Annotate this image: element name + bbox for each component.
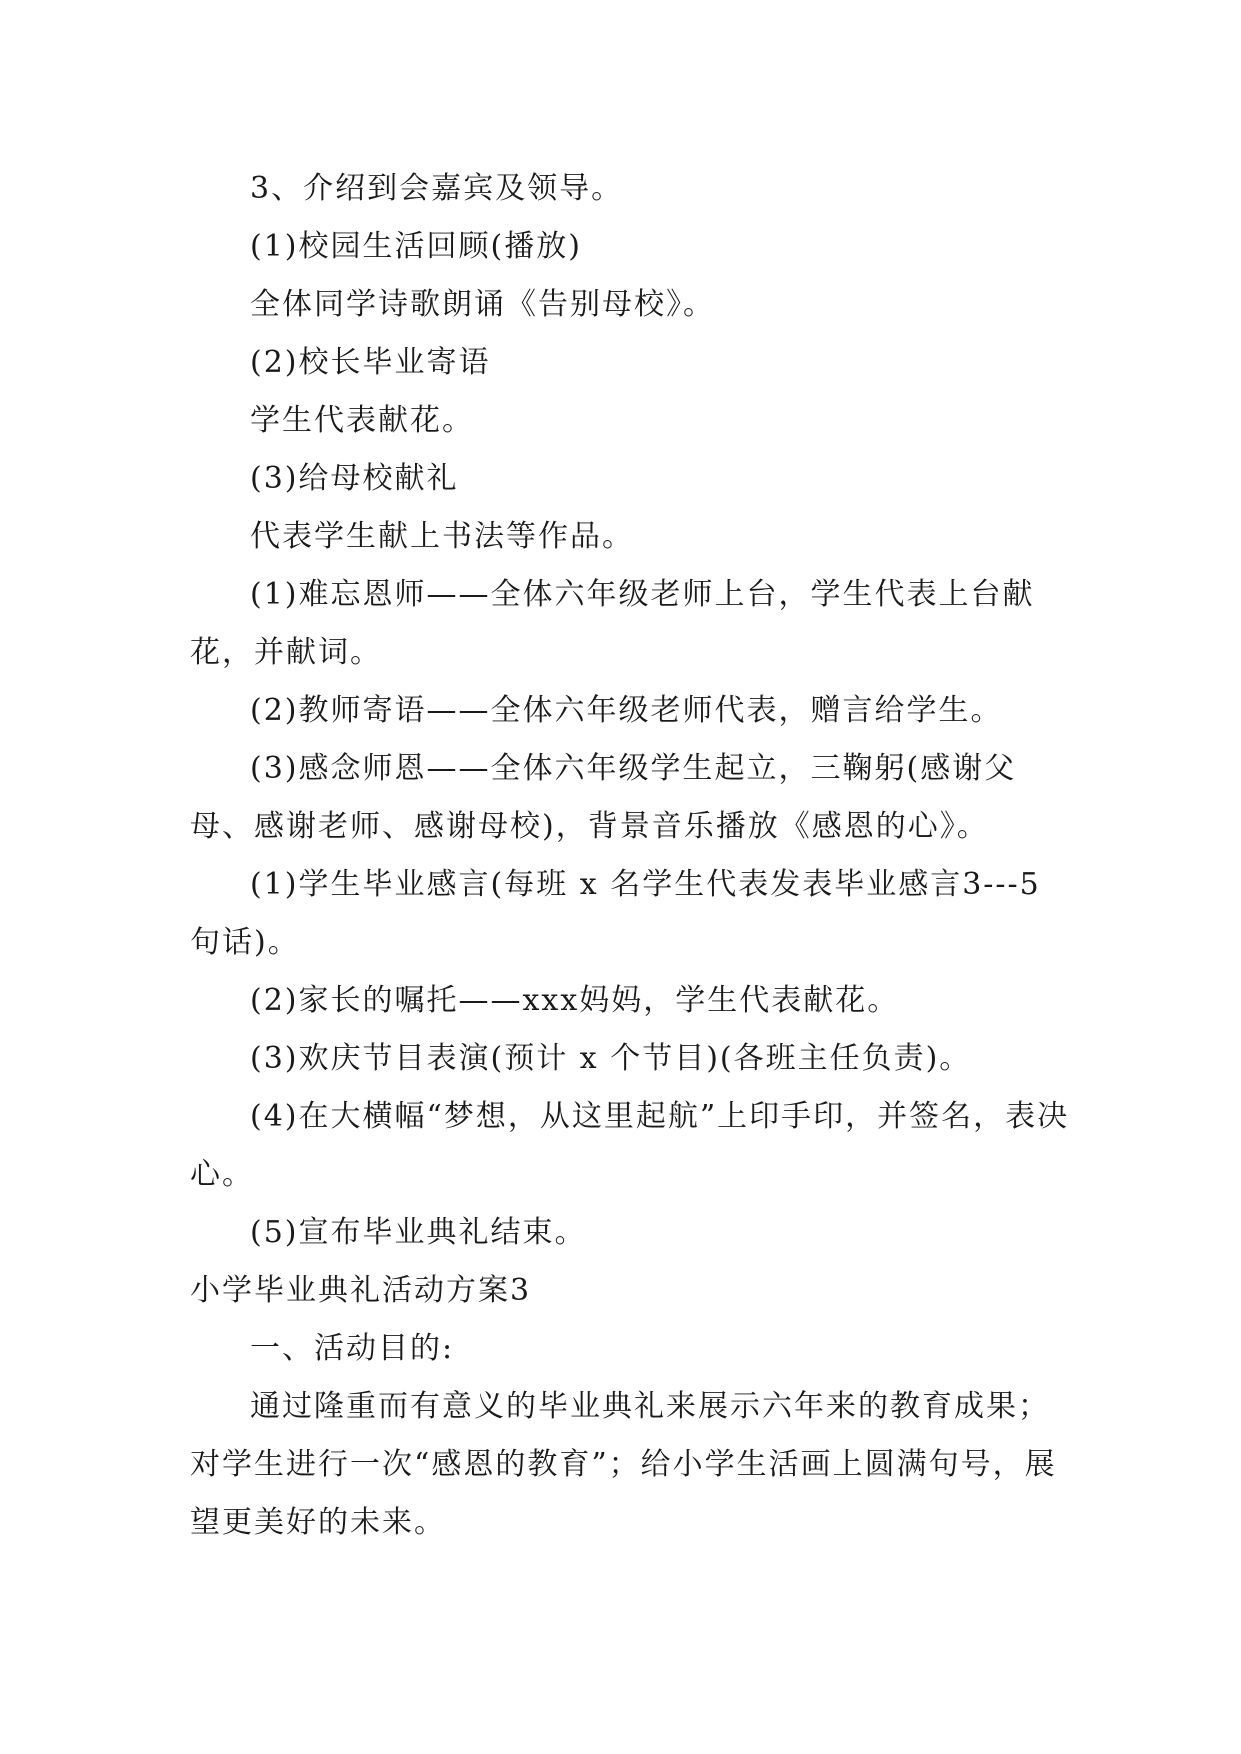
- paragraph-gratitude-bow: (3)感念师恩——全体六年级学生起立，三鞠躬(感谢父母、感谢老师、感谢母校)，背景音乐播放《感恩的心》。: [190, 751, 1017, 844]
- paragraph-performances: (3)欢庆节目表演(预计 x 个节目)(各班主任负责)。: [250, 1041, 972, 1076]
- paragraph-gift-to-school: (3)给母校献礼: [250, 461, 459, 496]
- paragraph-intro-guests: 3、介绍到会嘉宾及领导。: [250, 171, 624, 206]
- paragraph-banner-handprints: (4)在大横幅“梦想，从这里起航”上印手印，并签名，表决心。: [190, 1099, 1070, 1192]
- paragraph-principal-message: (2)校长毕业寄语: [250, 345, 491, 380]
- paragraph-teacher-message: (2)教师寄语——全体六年级老师代表，赠言给学生。: [250, 693, 1003, 728]
- paragraph-student-flowers: 学生代表献花。: [250, 403, 474, 438]
- section-title: 小学毕业典礼活动方案3: [190, 1273, 532, 1308]
- paragraph-teachers-onstage: (1)难忘恩师——全体六年级老师上台，学生代表上台献花，并献词。: [190, 577, 1035, 670]
- paragraph-graduation-speech: (1)学生毕业感言(每班 x 名学生代表发表毕业感言3---5句话)。: [190, 867, 1041, 960]
- paragraph-ceremony-end: (5)宣布毕业典礼结束。: [250, 1215, 587, 1250]
- paragraph-purpose: 通过隆重而有意义的毕业典礼来展示六年来的教育成果；对学生进行一次“感恩的教育”；给小学生活画上圆满句号，展望更美好的未来。: [190, 1389, 1057, 1540]
- paragraph-campus-review: (1)校园生活回顾(播放): [250, 229, 582, 264]
- paragraph-poem-recital: 全体同学诗歌朗诵《告别母校》。: [250, 287, 715, 322]
- paragraph-calligraphy: 代表学生献上书法等作品。: [250, 519, 634, 554]
- section-subheading: 一、活动目的:: [250, 1331, 455, 1366]
- document-body: [190, 160, 1070, 1552]
- paragraph-parent-message: (2)家长的嘱托——xxx妈妈，学生代表献花。: [250, 983, 900, 1018]
